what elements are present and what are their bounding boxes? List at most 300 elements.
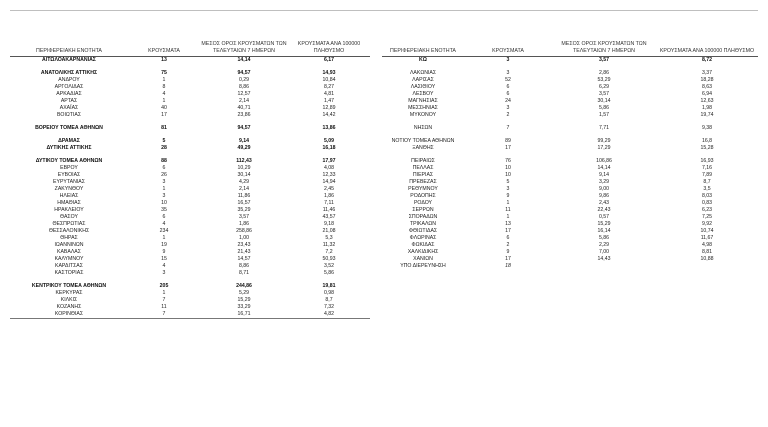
cases-cell: 3 — [162, 270, 166, 276]
region-cell: ΠΙΕΡΙΑΣ — [412, 172, 434, 178]
region-cell: ΚΙΛΚΙΣ — [60, 297, 78, 303]
region-cell: ΠΕΙΡΑΙΩΣ — [411, 158, 435, 164]
rate-cell: 8,72 — [701, 57, 713, 63]
avg-cell: 1,86 — [238, 221, 250, 227]
avg-cell: 16,57 — [237, 200, 251, 206]
region-cell: ΑΡΤΑΣ — [60, 98, 78, 104]
cases-cell: 7 — [162, 311, 166, 317]
avg-cell: 10,29 — [237, 165, 251, 171]
rate-cell: 9,38 — [701, 125, 713, 131]
avg-cell: 5,29 — [238, 290, 250, 296]
region-cell: ΧΑΝΙΩΝ — [413, 256, 433, 262]
header-per-100k: ΚΡΟΥΣΜΑΤΑ ΑΝΑ 100000 ΠΛΗΘΥΣΜΟ — [659, 47, 755, 54]
table-row — [10, 263, 370, 270]
region-cell: ΜΑΓΝΗΣΙΑΣ — [408, 98, 438, 104]
table-row — [10, 249, 370, 256]
region-cell: ΔΡΑΜΑΣ — [58, 138, 80, 144]
left-table — [10, 24, 370, 319]
table-row — [382, 77, 758, 84]
cases-cell: 4 — [162, 263, 166, 269]
region-cell: ΝΗΣΩΝ — [413, 125, 433, 131]
table-row — [382, 158, 758, 165]
avg-cell: 2,29 — [598, 242, 610, 248]
rate-cell: 5,09 — [323, 138, 335, 144]
rate-cell: 10,74 — [700, 228, 714, 234]
cases-cell: 81 — [161, 125, 167, 131]
cases-cell: 35 — [161, 207, 167, 213]
rate-cell: 18,28 — [700, 77, 714, 83]
cases-cell: 24 — [505, 98, 511, 104]
avg-cell: 2,14 — [238, 186, 250, 192]
avg-cell: 14,57 — [237, 256, 251, 262]
table-row — [382, 235, 758, 242]
cases-cell: 6 — [506, 235, 510, 241]
avg-cell: 12,57 — [237, 91, 251, 97]
cases-cell: 1 — [162, 77, 166, 83]
region-cell: ΦΘΙΩΤΙΔΑΣ — [408, 228, 438, 234]
table-row — [382, 125, 758, 132]
table-row — [382, 145, 758, 152]
header-region: ΠΕΡΙΦΕΡΕΙΑΚΗ ΕΝΟΤΗΤΑ — [36, 47, 102, 54]
cases-cell: 7 — [162, 297, 166, 303]
cases-cell: 88 — [161, 158, 167, 164]
table-row — [382, 242, 758, 249]
avg-cell: 8,86 — [238, 84, 250, 90]
region-cell: ΗΛΕΙΑΣ — [59, 193, 79, 199]
table-row — [382, 256, 758, 263]
table-row — [10, 145, 370, 152]
region-cell: ΕΥΒΟΙΑΣ — [57, 172, 81, 178]
region-cell: ΡΕΘΥΜΝΟΥ — [408, 186, 438, 192]
rate-cell: 4,82 — [323, 311, 335, 317]
region-cell: ΚΑΣΤΟΡΙΑΣ — [54, 270, 84, 276]
avg-cell: 0,57 — [598, 214, 610, 220]
avg-cell: 21,43 — [237, 249, 251, 255]
cases-cell: 19 — [161, 242, 167, 248]
avg-cell: 4,29 — [238, 179, 250, 185]
region-cell: ΛΕΣΒΟΥ — [412, 91, 434, 97]
region-cell: ΚΑΛΥΜΝΟΥ — [54, 256, 84, 262]
rate-cell: 11,32 — [322, 242, 336, 248]
avg-cell: 2,14 — [238, 98, 250, 104]
cases-cell: 9 — [162, 249, 166, 255]
avg-cell: 6,29 — [598, 84, 610, 90]
avg-cell: 9,00 — [598, 186, 610, 192]
region-cell: ΕΥΡΥΤΑΝΙΑΣ — [53, 179, 85, 185]
cases-cell: 9 — [506, 249, 510, 255]
rate-cell: 19,74 — [700, 112, 714, 118]
table-row — [10, 193, 370, 200]
cases-cell: 11 — [161, 304, 167, 310]
rate-cell: 7,16 — [701, 165, 713, 171]
region-cell: ΒΟΡΕΙΟΥ ΤΟΜΕΑ ΑΘΗΝΩΝ — [35, 125, 103, 131]
region-cell: ΡΟΔΟΠΗΣ — [410, 193, 436, 199]
avg-cell: 8,86 — [238, 263, 250, 269]
table-row — [382, 207, 758, 214]
avg-cell: 14,43 — [597, 256, 611, 262]
table-row — [10, 84, 370, 91]
table-row — [10, 165, 370, 172]
avg-cell: 112,43 — [236, 158, 252, 164]
header-avg-7-days: ΜΕΣΟΣ ΟΡΟΣ ΚΡΟΥΣΜΑΤΩΝ ΤΩΝ ΤΕΛΕΥΤΑΙΩΝ 7 ΗΜΕΡΩΝ — [201, 41, 287, 54]
rate-cell: 6,23 — [701, 207, 713, 213]
header-cases: ΚΡΟΥΣΜΑΤΑ — [492, 47, 524, 54]
region-cell: ΑΡΓΟΛΙΔΑΣ — [54, 84, 84, 90]
table-row — [10, 207, 370, 214]
cases-cell: 13 — [161, 57, 167, 63]
rate-cell: 10,88 — [700, 256, 714, 262]
rate-cell: 3,52 — [323, 263, 335, 269]
rate-cell: 7,2 — [325, 249, 333, 255]
avg-cell: 9,86 — [598, 193, 610, 199]
cases-cell: 3 — [162, 179, 166, 185]
avg-cell: 3,57 — [598, 57, 610, 63]
avg-cell: 7,00 — [598, 249, 610, 255]
avg-cell: 3,57 — [598, 91, 610, 97]
rate-cell: 9,18 — [323, 221, 335, 227]
table-row — [10, 112, 370, 119]
avg-cell: 94,57 — [237, 125, 251, 131]
rate-cell: 19,81 — [322, 283, 336, 289]
table-row — [382, 112, 758, 119]
avg-cell: 22,43 — [597, 207, 611, 213]
table-row — [10, 138, 370, 145]
table-row — [10, 290, 370, 297]
rate-cell: 14,94 — [322, 179, 336, 185]
avg-cell: 23,43 — [237, 242, 251, 248]
cases-cell: 5 — [506, 179, 510, 185]
region-cell: ΠΡΕΒΕΖΑΣ — [409, 179, 437, 185]
avg-cell: 258,86 — [236, 228, 252, 234]
region-cell: ΑΡΚΑΔΙΑΣ — [56, 91, 82, 97]
region-cell: ΚΕΝΤΡΙΚΟΥ ΤΟΜΕΑ ΑΘΗΝΩΝ — [31, 283, 107, 289]
rate-cell: 3,37 — [701, 70, 713, 76]
rate-cell: 4,08 — [323, 165, 335, 171]
cases-cell: 3 — [506, 105, 510, 111]
cases-cell: 1 — [162, 98, 166, 104]
avg-cell: 23,86 — [237, 112, 251, 118]
cases-cell: 6 — [506, 91, 510, 97]
rate-cell: 8,03 — [701, 193, 713, 199]
rate-cell: 12,33 — [322, 172, 336, 178]
avg-cell: 2,86 — [598, 70, 610, 76]
rate-cell: 21,08 — [322, 228, 336, 234]
table-row — [382, 98, 758, 105]
region-cell: ΕΒΡΟΥ — [60, 165, 78, 171]
avg-cell: 35,29 — [237, 207, 251, 213]
avg-cell: 3,29 — [598, 179, 610, 185]
cases-cell: 52 — [505, 77, 511, 83]
table-row — [382, 200, 758, 207]
rate-cell: 6,17 — [323, 57, 335, 63]
cases-cell: 28 — [161, 145, 167, 151]
rate-cell: 14,93 — [322, 70, 336, 76]
table-row — [382, 172, 758, 179]
region-cell: ΛΑΣΙΘΙΟΥ — [410, 84, 436, 90]
table-row — [10, 70, 370, 77]
header-cases: ΚΡΟΥΣΜΑΤΑ — [148, 47, 180, 54]
table-row — [10, 256, 370, 263]
cases-cell: 3 — [506, 186, 510, 192]
region-cell: ΘΗΡΑΣ — [60, 235, 78, 241]
rate-cell: 10,84 — [322, 77, 336, 83]
cases-cell: 1 — [162, 186, 166, 192]
rate-cell: 7,89 — [701, 172, 713, 178]
cases-cell: 76 — [505, 158, 511, 164]
rate-cell: 16,18 — [322, 145, 336, 151]
table-row — [10, 172, 370, 179]
avg-cell: 14,14 — [597, 165, 611, 171]
table-row — [382, 165, 758, 172]
avg-cell: 53,29 — [597, 77, 611, 83]
region-cell: ΖΑΚΥΝΘΟΥ — [54, 186, 84, 192]
table-row — [10, 91, 370, 98]
rate-cell: 17,97 — [322, 158, 336, 164]
region-cell: ΚΟΖΑΝΗΣ — [56, 304, 82, 310]
avg-cell: 5,86 — [598, 235, 610, 241]
cases-cell: 11 — [505, 207, 511, 213]
cases-cell: 13 — [505, 221, 511, 227]
table-row — [382, 249, 758, 256]
cases-cell: 3 — [506, 70, 510, 76]
cases-cell: 3 — [162, 193, 166, 199]
rate-cell: 3,5 — [703, 186, 711, 192]
region-cell: ΚΩ — [419, 57, 427, 63]
rate-cell: 4,81 — [323, 91, 335, 97]
cases-cell: 6 — [162, 214, 166, 220]
table-row — [10, 242, 370, 249]
table-row — [10, 98, 370, 105]
region-cell: ΚΑΒΑΛΑΣ — [57, 249, 81, 255]
table-row — [382, 193, 758, 200]
right-table-header — [382, 24, 758, 57]
avg-cell: 7,71 — [598, 125, 610, 131]
rate-cell: 9,92 — [701, 221, 713, 227]
cases-cell: 1 — [162, 235, 166, 241]
cases-cell: 4 — [162, 221, 166, 227]
region-cell: ΛΑΡΙΣΑΣ — [412, 77, 434, 83]
rate-cell: 11,67 — [700, 235, 714, 241]
region-cell: ΧΑΛΚΙΔΙΚΗΣ — [407, 249, 439, 255]
header-region: ΠΕΡΙΦΕΡΕΙΑΚΗ ΕΝΟΤΗΤΑ — [390, 47, 456, 54]
left-table-header — [10, 24, 370, 57]
cases-cell: 1 — [162, 290, 166, 296]
rate-cell: 8,81 — [701, 249, 713, 255]
cases-cell: 3 — [506, 57, 510, 63]
cases-cell: 40 — [161, 105, 167, 111]
rate-cell: 6,94 — [701, 91, 713, 97]
rate-cell: 5,86 — [323, 270, 335, 276]
avg-cell: 5,86 — [598, 105, 610, 111]
table-row — [10, 77, 370, 84]
region-cell: ΙΩΑΝΝΙΝΩΝ — [54, 242, 84, 248]
cases-cell: 17 — [505, 256, 511, 262]
table-row — [10, 304, 370, 311]
avg-cell: 17,29 — [597, 145, 611, 151]
avg-cell: 9,14 — [598, 172, 610, 178]
rate-cell: 43,57 — [322, 214, 336, 220]
avg-cell: 15,29 — [597, 221, 611, 227]
table-row — [382, 91, 758, 98]
right-table-body — [382, 57, 758, 270]
avg-cell: 0,29 — [238, 77, 250, 83]
cases-cell: 17 — [505, 145, 511, 151]
region-cell: ΑΙΤΩΛΟΑΚΑΡΝΑΝΙΑΣ — [42, 57, 96, 63]
avg-cell: 8,71 — [238, 270, 250, 276]
region-cell: ΣΠΟΡΑΔΩΝ — [408, 214, 438, 220]
cases-cell: 75 — [161, 70, 167, 76]
table-row — [10, 297, 370, 304]
rate-cell: 2,45 — [323, 186, 335, 192]
rate-cell: 14,42 — [322, 112, 336, 118]
cases-cell: 9 — [506, 193, 510, 199]
region-cell: ΚΑΡΔΙΤΣΑΣ — [55, 263, 83, 269]
rate-cell: 11,46 — [322, 207, 336, 213]
table-row — [10, 125, 370, 132]
table-row — [382, 221, 758, 228]
rate-cell: 7,11 — [324, 200, 334, 206]
rate-cell: 1,98 — [701, 105, 713, 111]
avg-cell: 99,29 — [597, 138, 611, 144]
cases-cell: 6 — [162, 165, 166, 171]
avg-cell: 40,71 — [237, 105, 251, 111]
region-cell: ΤΡΙΚΑΛΩΝ — [409, 221, 437, 227]
cases-cell: 1 — [506, 214, 510, 220]
table-row — [382, 214, 758, 221]
avg-cell: 94,57 — [237, 70, 251, 76]
avg-cell: 3,57 — [238, 214, 250, 220]
cases-cell: 26 — [161, 172, 167, 178]
region-cell: ΘΕΣΣΑΛΟΝΙΚΗΣ — [48, 228, 90, 234]
region-cell: ΜΥΚΟΝΟΥ — [409, 112, 437, 118]
avg-cell: 2,43 — [598, 200, 610, 206]
avg-cell: 11,86 — [237, 193, 251, 199]
table-row — [10, 105, 370, 112]
avg-cell: 16,14 — [597, 228, 611, 234]
region-cell: ΠΕΛΛΑΣ — [412, 165, 434, 171]
cases-cell: 17 — [505, 228, 511, 234]
region-cell: ΔΥΤΙΚΟΥ ΤΟΜΕΑ ΑΘΗΝΩΝ — [35, 158, 103, 164]
table-row — [10, 235, 370, 242]
cases-cell: 15 — [161, 256, 167, 262]
cases-cell: 205 — [159, 283, 169, 289]
avg-cell: 16,71 — [237, 311, 251, 317]
avg-cell: 1,00 — [238, 235, 250, 241]
region-cell: ΛΑΚΩΝΙΑΣ — [409, 70, 437, 76]
cases-cell: 10 — [505, 165, 511, 171]
region-cell: ΑΝΑΤΟΛΙΚΗΣ ΑΤΤΙΚΗΣ — [40, 70, 98, 76]
table-row — [382, 263, 758, 270]
cases-cell: 8 — [162, 84, 166, 90]
cases-cell: 2 — [506, 242, 510, 248]
rate-cell: 16,8 — [701, 138, 713, 144]
avg-cell: 244,86 — [236, 283, 252, 289]
rate-cell: 13,86 — [322, 125, 336, 131]
avg-cell: 30,14 — [597, 98, 611, 104]
region-cell: ΝΟΤΙΟΥ ΤΟΜΕΑ ΑΘΗΝΩΝ — [391, 138, 455, 144]
avg-cell: 49,29 — [237, 145, 251, 151]
right-table — [382, 24, 758, 270]
rate-cell: 5,3 — [325, 235, 333, 241]
region-cell: ΘΕΣΠΡΩΤΙΑΣ — [52, 221, 86, 227]
rate-cell: 50,93 — [322, 256, 336, 262]
table-row — [10, 228, 370, 235]
region-cell: ΡΟΔΟΥ — [413, 200, 433, 206]
cases-cell: 4 — [162, 91, 166, 97]
region-cell: ΔΥΤΙΚΗΣ ΑΤΤΙΚΗΣ — [46, 145, 92, 151]
rate-cell: 8,27 — [323, 84, 335, 90]
cases-cell: 17 — [161, 112, 167, 118]
table-row — [10, 158, 370, 165]
table-row — [382, 105, 758, 112]
region-cell: ΣΕΡΡΩΝ — [412, 207, 434, 213]
table-row — [382, 57, 758, 64]
avg-cell: 1,57 — [598, 112, 610, 118]
rate-cell: 12,89 — [322, 105, 336, 111]
cases-cell: 234 — [159, 228, 169, 234]
rate-cell: 4,98 — [701, 242, 713, 248]
region-cell: ΞΑΝΘΗΣ — [412, 145, 434, 151]
region-cell: ΜΕΣΣΗΝΙΑΣ — [408, 105, 438, 111]
region-cell: ΑΧΑΪΑΣ — [59, 105, 79, 111]
table-row — [10, 283, 370, 290]
avg-cell: 15,29 — [237, 297, 251, 303]
header-avg-7-days: ΜΕΣΟΣ ΟΡΟΣ ΚΡΟΥΣΜΑΤΩΝ ΤΩΝ ΤΕΛΕΥΤΑΙΩΝ 7 ΗΜΕΡΩΝ — [561, 41, 647, 54]
rate-cell: 7,32 — [323, 304, 335, 310]
table-row — [10, 221, 370, 228]
region-cell: ΑΝΔΡΟΥ — [58, 77, 80, 83]
region-cell: ΒΟΙΩΤΙΑΣ — [56, 112, 82, 118]
table-row — [382, 186, 758, 193]
table-row — [382, 70, 758, 77]
cases-cell: 10 — [161, 200, 167, 206]
region-cell: ΗΜΑΘΙΑΣ — [57, 200, 81, 206]
region-cell: ΦΩΚΙΔΑΣ — [411, 242, 435, 248]
top-rule — [10, 10, 758, 11]
cases-cell: 18 — [505, 263, 511, 269]
table-row — [382, 138, 758, 145]
cases-cell: 7 — [506, 125, 510, 131]
rate-cell: 12,63 — [700, 98, 714, 104]
cases-cell: 1 — [506, 200, 510, 206]
region-cell: ΥΠΟ ΔΙΕΡΕΥΝΗΣΗ — [400, 263, 446, 269]
avg-cell: 9,14 — [238, 138, 250, 144]
table-row — [382, 228, 758, 235]
left-table-body — [10, 57, 370, 319]
region-cell: ΘΑΣΟΥ — [60, 214, 78, 220]
rate-cell: 0,98 — [323, 290, 335, 296]
region-cell: ΚΟΡΙΝΘΙΑΣ — [54, 311, 84, 317]
rate-cell: 7,25 — [701, 214, 713, 220]
table-row — [10, 179, 370, 186]
rate-cell: 8,7 — [703, 179, 711, 185]
rate-cell: 8,7 — [325, 297, 333, 303]
rate-cell: 16,93 — [700, 158, 714, 164]
header-per-100k: ΚΡΟΥΣΜΑΤΑ ΑΝΑ 100000 ΠΛΗΘΥΣΜΟ — [297, 41, 361, 54]
cases-cell: 10 — [505, 172, 511, 178]
cases-cell: 2 — [506, 112, 510, 118]
rate-cell: 15,28 — [700, 145, 714, 151]
avg-cell: 106,86 — [596, 158, 612, 164]
table-row — [10, 186, 370, 193]
region-cell: ΦΛΩΡΙΝΑΣ — [409, 235, 437, 241]
rate-cell: 1,86 — [323, 193, 335, 199]
table-row — [10, 214, 370, 221]
rate-cell: 8,63 — [701, 84, 713, 90]
table-row — [10, 57, 370, 64]
cases-cell: 5 — [162, 138, 166, 144]
region-cell: ΗΡΑΚΛΕΙΟΥ — [54, 207, 84, 213]
